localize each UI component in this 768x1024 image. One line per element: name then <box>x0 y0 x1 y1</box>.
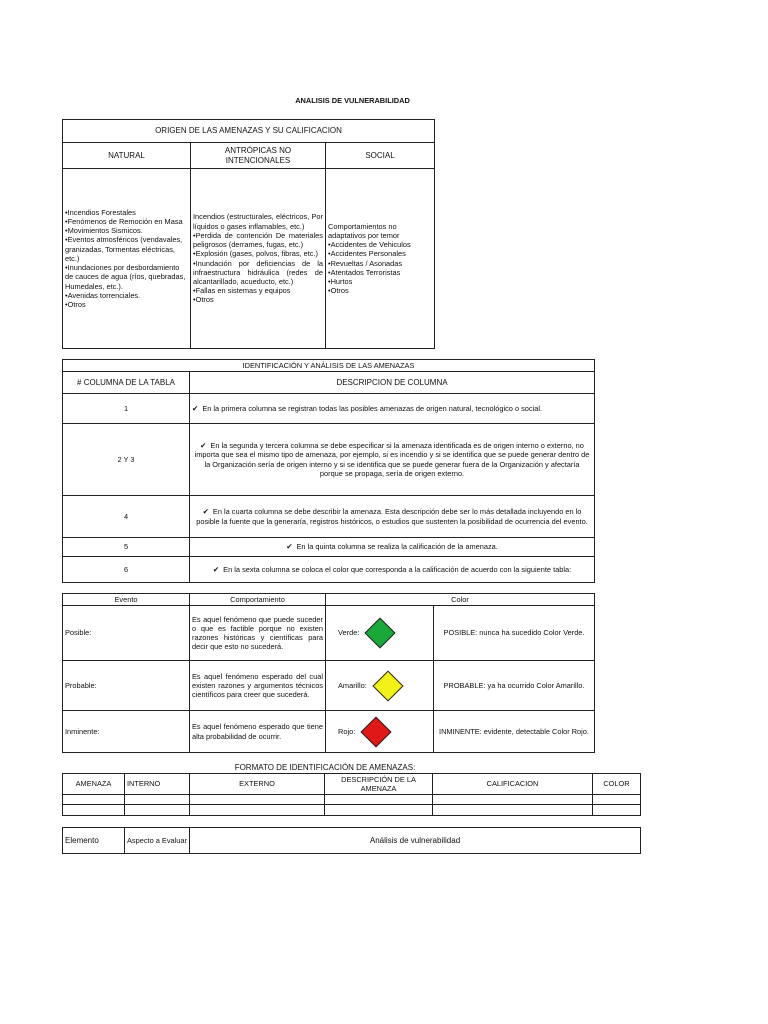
empty-cell[interactable] <box>125 805 190 816</box>
list-item: • Otros <box>65 300 188 309</box>
list-item: • Eventos atmosféricos (vendavales, granizadas, Tormentas eléctricas, etc.) <box>65 235 188 263</box>
calificacion-text: POSIBLE: nunca ha sucedido Color Verde. <box>434 606 595 661</box>
list-item: • Otros <box>328 286 432 295</box>
header-color: COLOR <box>593 774 641 795</box>
row-description-text: En la primera columna se registran todas las posibles amenazas de origen natural, tecnológico o social. <box>202 403 543 413</box>
list-item: • Fenómenos de Remoción en Masa <box>65 217 188 226</box>
header-externo: EXTERNO <box>190 774 325 795</box>
calificacion-text: PROBABLE: ya ha ocurrido Color Amarillo. <box>434 661 595 711</box>
formato-title: FORMATO DE IDENTIFICACIÓN DE AMENAZAS: <box>234 763 416 772</box>
identificacion-table <box>62 359 595 583</box>
header-color: Color <box>326 594 595 606</box>
table-row <box>63 606 595 661</box>
origen-title: ORIGEN DE LAS AMENAZAS Y SU CALIFICACION <box>63 120 435 143</box>
list-item: • Incendios Forestales <box>65 208 188 217</box>
list-item: • Avenidas torrenciales. <box>65 291 188 300</box>
row-description <box>190 496 595 538</box>
check-icon: ✔ <box>192 403 199 413</box>
list-item: • Revueltas / Asonadas <box>328 259 432 268</box>
natural-cell <box>63 169 191 349</box>
table-row <box>63 805 641 816</box>
check-icon: ✔ <box>202 507 209 517</box>
list-item: • Movimientos Sismicos. <box>65 226 188 235</box>
antropicas-list <box>193 231 323 305</box>
table-row <box>63 394 595 424</box>
natural-list <box>65 208 188 309</box>
row-description-text: En la cuarta columna se debe describir la amenaza. Esta descripción debe ser lo más detallada incluyendo en lo posible la fuente que la generaría, registros históricos, o estudios que sustenten la posibilidad de ocurrencia del evento. <box>196 507 588 526</box>
row-description <box>190 424 595 496</box>
list-item: • Inundaciones por desbordamiento de cauces de agua (ríos, quebradas, Humedales, etc.). <box>65 263 188 291</box>
evento-label: Probable: <box>63 661 190 711</box>
row-number: 6 <box>63 557 190 583</box>
table-row <box>63 538 595 557</box>
row-description-text: En la quinta columna se realiza la calificación de la amenaza. <box>296 542 498 552</box>
list-item: • Accidentes Personales <box>328 249 432 258</box>
table-row <box>63 424 595 496</box>
header-evento: Evento <box>63 594 190 606</box>
social-cell <box>326 169 435 349</box>
header-calificacion: CALIFICACION <box>433 774 593 795</box>
header-comportamiento: Comportamiento <box>190 594 326 606</box>
red-diamond-icon <box>361 716 392 747</box>
comportamiento-text: Es aquel fenómeno que puede suceder o que es factible porque no existen razones históricas y científicas para decir que esto no sucederá. <box>190 606 326 661</box>
table-row <box>63 496 595 538</box>
row-number: 1 <box>63 394 190 424</box>
color-cell <box>326 711 434 753</box>
header-antropicas: ANTRÓPICAS NO INTENCIONALES <box>191 143 326 169</box>
identificacion-title: IDENTIFICACIÓN Y ANÁLISIS DE LAS AMENAZAS <box>63 360 595 372</box>
formato-table <box>62 773 641 816</box>
color-label: Amarillo: <box>338 680 367 690</box>
empty-cell[interactable] <box>63 805 125 816</box>
row-number: 4 <box>63 496 190 538</box>
color-label: Rojo: <box>338 726 356 736</box>
analisis-title: Análisis de vulnerabilidad <box>190 828 641 854</box>
desc-header: DESCRIPCION DE COLUMNA <box>190 372 595 394</box>
table-row <box>63 557 595 583</box>
color-cell <box>326 606 434 661</box>
comportamiento-text: Es aquel fenómeno esperado que tiene alta probabilidad de ocurrir. <box>190 711 326 753</box>
calificacion-text: INMINENTE: evidente, detectable Color Rojo. <box>434 711 595 753</box>
row-description <box>190 538 595 557</box>
empty-cell[interactable] <box>190 805 325 816</box>
yellow-diamond-icon <box>372 670 403 701</box>
row-number: 5 <box>63 538 190 557</box>
analisis-table <box>62 827 641 854</box>
document-title: ANALISIS DE VULNERABILIDAD <box>295 96 410 105</box>
header-natural: NATURAL <box>63 143 191 169</box>
table-row <box>63 711 595 753</box>
green-diamond-icon <box>365 617 396 648</box>
list-item: • Inundación por deficiencias de la infraestructura hidráulica (redes de alcantarillado, acueducto, etc.) <box>193 259 323 287</box>
list-item: • Fallas en sistemas y equipos <box>193 286 323 295</box>
empty-cell[interactable] <box>433 805 593 816</box>
evento-label: Inminente: <box>63 711 190 753</box>
antropicas-item: Incendios (estructurales, eléctricos, Por líquidos o gases inflamables, etc.) <box>193 212 323 231</box>
header-interno: INTERNO <box>125 774 190 795</box>
empty-cell[interactable] <box>325 795 433 805</box>
list-item: • Otros <box>193 295 323 304</box>
empty-cell[interactable] <box>63 795 125 805</box>
row-description-text: En la sexta columna se coloca el color que corresponda a la calificación de acuerdo con la siguiente tabla: <box>223 564 572 574</box>
list-item: • Perdida de contención De materiales peligrosos (derrames, fugas, etc.) <box>193 231 323 249</box>
check-icon: ✔ <box>200 441 207 451</box>
check-icon: ✔ <box>212 564 220 574</box>
list-item: • Hurtos <box>328 277 432 286</box>
header-amenaza: AMENAZA <box>63 774 125 795</box>
empty-cell[interactable] <box>190 795 325 805</box>
comportamiento-text: Es aquel fenómeno esperado del cual existen razones y argumentos técnicos científicos para creer que sucederá. <box>190 661 326 711</box>
antropicas-cell <box>191 169 326 349</box>
check-icon: ✔ <box>286 542 293 552</box>
elemento-label: Elemento <box>63 828 125 854</box>
header-descripcion: DESCRIPCIÓN DE LA AMENAZA <box>325 774 433 795</box>
social-list <box>328 240 432 295</box>
list-item: • Atentados Terroristas <box>328 268 432 277</box>
row-description <box>190 557 595 583</box>
evento-table <box>62 593 595 753</box>
empty-cell[interactable] <box>433 795 593 805</box>
empty-cell[interactable] <box>125 795 190 805</box>
row-description <box>190 394 595 424</box>
header-social: SOCIAL <box>326 143 435 169</box>
list-item: • Accidentes de Vehiculos <box>328 240 432 249</box>
list-item: • Explosión (gases, polvos, fibras, etc.) <box>193 249 323 258</box>
table-row <box>63 661 595 711</box>
col-header: # COLUMNA DE LA TABLA <box>63 372 190 394</box>
origen-table <box>62 119 435 349</box>
table-row <box>63 795 641 805</box>
row-description-text: En la segunda y tercera columna se debe especificar si la amenaza identificada es de origen interno o externo, no importa que sea el mismo tipo de amenaza, por ejemplo, si es incendio y si se identifica que se puede generar dentro de la Organización sería de origen interno y si se identifica que se puede generar fuera de la Organización y afectaría porque se propaga, sería de origen externo. <box>194 441 590 478</box>
empty-cell[interactable] <box>325 805 433 816</box>
aspecto-label: Aspecto a Evaluar <box>125 828 190 854</box>
evento-label: Posible: <box>63 606 190 661</box>
row-number: 2 Y 3 <box>63 424 190 496</box>
color-label: Verde: <box>338 628 360 638</box>
color-cell <box>326 661 434 711</box>
empty-cell[interactable] <box>593 805 641 816</box>
empty-cell[interactable] <box>593 795 641 805</box>
social-intro: Comportamientos no adaptativos por temor <box>328 221 400 240</box>
